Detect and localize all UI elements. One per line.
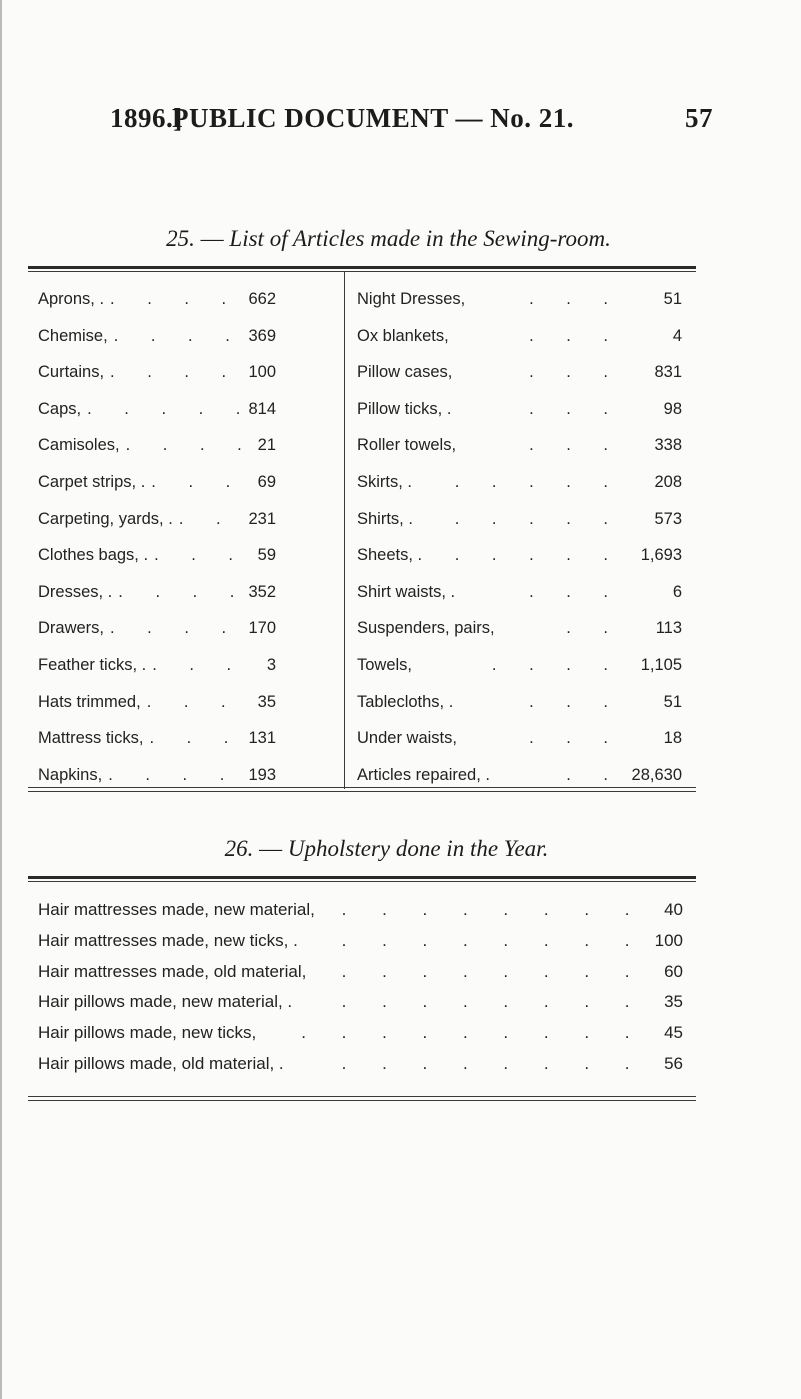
right-list-item	[357, 363, 682, 393]
right-item-label: Sheets, .	[357, 546, 423, 565]
right-list-item	[357, 583, 682, 613]
left-item-label: Hats trimmed,	[38, 692, 141, 711]
left-item-leader-dots: . . .	[151, 473, 245, 491]
left-item-leader-dots: . . . .	[125, 436, 256, 455]
left-item-leader-dots: . . . .	[113, 326, 244, 345]
left-item-value: 100	[248, 363, 276, 382]
left-item-leader-dots: . . . .	[118, 582, 249, 601]
section-26-dash: —	[253, 836, 288, 861]
left-item-label: Drawers,	[38, 619, 105, 638]
right-list-item	[357, 400, 682, 430]
left-list-item	[38, 546, 276, 576]
section-25-number: 25.	[166, 226, 195, 251]
right-list-item	[357, 510, 682, 540]
upholstery-item-value: 45	[664, 1023, 683, 1043]
left-list-item	[38, 510, 276, 540]
left-list-item	[38, 766, 276, 796]
right-list-item	[357, 656, 682, 686]
right-list-item	[357, 766, 682, 796]
left-item-value: 170	[248, 619, 276, 638]
upholstery-item-label: Hair mattresses made, old material,	[38, 961, 307, 981]
upholstery-item-value: 35	[664, 992, 683, 1012]
page-header	[110, 103, 713, 143]
right-list-item	[357, 546, 682, 576]
left-item-value: 21	[257, 436, 276, 455]
left-list-item	[38, 656, 276, 686]
left-item-label: Aprons, .	[38, 290, 105, 308]
left-list-item	[38, 693, 276, 723]
right-item-label: Ox blankets,	[357, 326, 449, 345]
section-25-column-divider	[344, 272, 345, 789]
section-25-title	[0, 226, 789, 252]
left-item-leader-dots: . . . .	[110, 290, 241, 308]
right-item-value: 18	[663, 729, 682, 748]
left-item-value: 352	[248, 582, 276, 601]
right-item-label: Suspenders, pairs,	[357, 619, 495, 638]
header-year: 1896.]	[110, 103, 183, 133]
right-item-leader-dots: . .	[566, 619, 622, 638]
section-26-bottom-rule-fine	[28, 1100, 696, 1101]
left-item-value: 231	[248, 509, 276, 528]
section-26-top-rule-fine	[28, 881, 696, 882]
upholstery-list-item	[38, 1023, 683, 1053]
section-26-top-rule	[28, 876, 696, 879]
upholstery-item-label: Hair mattresses made, new material,	[38, 900, 315, 919]
upholstery-item-label: Hair pillows made, new ticks,	[38, 1023, 257, 1043]
left-item-leader-dots: . . .	[146, 692, 240, 711]
right-item-value: 51	[663, 692, 682, 711]
right-item-label: Pillow cases,	[357, 363, 453, 382]
right-item-leader-dots: . . .	[529, 326, 622, 345]
left-item-value: 3	[266, 656, 276, 674]
left-item-value: 369	[248, 326, 276, 345]
right-item-leader-dots: . . . .	[491, 656, 622, 674]
left-item-leader-dots: . . . . .	[87, 399, 255, 418]
right-item-label: Towels,	[357, 656, 413, 674]
right-item-value: 6	[672, 582, 682, 601]
upholstery-list-item	[38, 1054, 683, 1084]
section-26-heading: Upholstery done in the Year.	[287, 836, 549, 861]
left-item-label: Feather ticks, .	[38, 656, 147, 674]
left-item-label: Dresses, .	[38, 582, 113, 601]
right-item-leader-dots: . .	[566, 765, 622, 784]
right-item-label: Shirt waists, .	[357, 582, 456, 601]
left-item-label: Curtains,	[38, 363, 105, 382]
left-list-item	[38, 473, 276, 503]
section-26-number: 26.	[224, 836, 254, 861]
right-item-value: 208	[654, 473, 682, 491]
left-item-label: Camisoles,	[38, 436, 120, 455]
left-item-value: 59	[257, 546, 276, 565]
left-list-item	[38, 363, 276, 393]
right-item-leader-dots: . . .	[529, 692, 622, 711]
upholstery-item-leader-dots: . . . . . . . .	[341, 1054, 645, 1073]
right-item-leader-dots: . . . . .	[454, 546, 622, 565]
page-edge-shadow	[0, 0, 2, 1399]
upholstery-item-label: Hair pillows made, old material, .	[38, 1054, 284, 1073]
left-item-leader-dots: . . . .	[108, 765, 239, 784]
right-item-label: Tablecloths, .	[357, 692, 454, 711]
left-item-value: 193	[248, 765, 276, 784]
right-item-value: 1,693	[640, 546, 682, 565]
right-item-value: 4	[672, 326, 682, 345]
right-item-value: 831	[654, 363, 682, 382]
left-item-label: Carpet strips, .	[38, 473, 146, 491]
header-document-title: PUBLIC DOCUMENT — No. 21.	[172, 103, 575, 133]
left-item-leader-dots: . . . .	[110, 363, 241, 382]
right-item-label: Under waists,	[357, 729, 457, 748]
left-list-item	[38, 583, 276, 613]
left-item-value: 131	[248, 729, 276, 748]
left-item-leader-dots: . .	[178, 509, 235, 528]
right-item-label: Roller towels,	[357, 436, 457, 455]
right-list-item	[357, 729, 682, 759]
right-item-label: Articles repaired, .	[357, 765, 490, 784]
right-item-leader-dots: . . .	[529, 436, 622, 455]
right-item-label: Night Dresses,	[357, 290, 466, 308]
right-item-label: Shirts, .	[357, 509, 413, 528]
left-item-leader-dots: . . .	[154, 546, 247, 565]
left-list-item	[38, 290, 276, 320]
upholstery-item-value: 40	[664, 900, 683, 919]
right-item-leader-dots: . . .	[529, 363, 622, 382]
right-item-leader-dots: . . .	[529, 290, 622, 308]
right-item-value: 51	[663, 290, 682, 308]
right-item-value: 338	[654, 436, 682, 455]
left-list-item	[38, 327, 276, 357]
right-list-item	[357, 327, 682, 357]
right-item-label: Skirts, .	[357, 473, 413, 491]
upholstery-item-leader-dots: . . . . . . . .	[341, 900, 645, 919]
section-26-bottom-rule	[28, 1096, 696, 1097]
upholstery-item-leader-dots: . . . . . . . .	[341, 961, 645, 981]
upholstery-item-value: 60	[664, 961, 683, 981]
right-list-item	[357, 473, 682, 503]
upholstery-item-leader-dots: . . . . . . . .	[341, 930, 645, 950]
section-26-title	[0, 836, 787, 862]
right-item-leader-dots: . . .	[529, 582, 622, 601]
left-item-label: Chemise,	[38, 326, 108, 345]
left-item-value: 35	[257, 692, 276, 711]
upholstery-item-leader-dots: . . . . . . . .	[341, 992, 645, 1012]
right-item-leader-dots: . . .	[529, 399, 622, 418]
upholstery-list-item	[38, 900, 683, 930]
left-item-label: Napkins,	[38, 765, 103, 784]
right-item-value: 98	[663, 399, 682, 418]
right-item-value: 573	[654, 509, 682, 528]
left-item-label: Mattress ticks,	[38, 729, 144, 748]
left-list-item	[38, 729, 276, 759]
right-list-item	[357, 619, 682, 649]
upholstery-list-item	[38, 992, 683, 1022]
left-list-item	[38, 619, 276, 649]
upholstery-list-item	[38, 931, 683, 961]
right-item-value: 1,105	[640, 656, 682, 674]
upholstery-list-item	[38, 962, 683, 992]
upholstery-item-label: Hair pillows made, new material, .	[38, 992, 293, 1012]
left-item-value: 69	[257, 473, 276, 491]
right-item-label: Pillow ticks, .	[357, 399, 452, 418]
right-item-value: 28,630	[631, 765, 682, 784]
section-25-top-rule	[28, 266, 696, 269]
left-item-value: 662	[248, 290, 276, 308]
right-item-value: 113	[655, 619, 682, 638]
left-item-leader-dots: . . .	[152, 656, 246, 674]
upholstery-item-label: Hair mattresses made, new ticks, .	[38, 930, 298, 950]
left-list-item	[38, 436, 276, 466]
upholstery-item-value: 100	[654, 930, 683, 950]
section-25-top-rule-fine	[28, 271, 696, 272]
right-item-leader-dots: . . . . .	[454, 509, 622, 528]
upholstery-item-value: 56	[664, 1054, 683, 1073]
right-item-leader-dots: . . .	[529, 729, 622, 748]
right-item-leader-dots: . . . . .	[454, 473, 622, 491]
right-list-item	[357, 436, 682, 466]
upholstery-item-leader-dots: . . . . . . . . .	[301, 1023, 645, 1043]
section-25-heading: List of Articles made in the Sewing-room.	[229, 226, 611, 251]
left-item-label: Clothes bags, .	[38, 546, 149, 565]
right-list-item	[357, 693, 682, 723]
left-item-label: Carpeting, yards, .	[38, 509, 173, 528]
left-item-value: 814	[248, 399, 276, 418]
left-item-label: Caps,	[38, 399, 82, 418]
header-page-number: 57	[685, 103, 713, 133]
right-list-item	[357, 290, 682, 320]
left-list-item	[38, 400, 276, 430]
left-item-leader-dots: . . . .	[110, 619, 241, 638]
left-item-leader-dots: . . .	[149, 729, 243, 748]
section-25-dash: —	[194, 226, 230, 251]
